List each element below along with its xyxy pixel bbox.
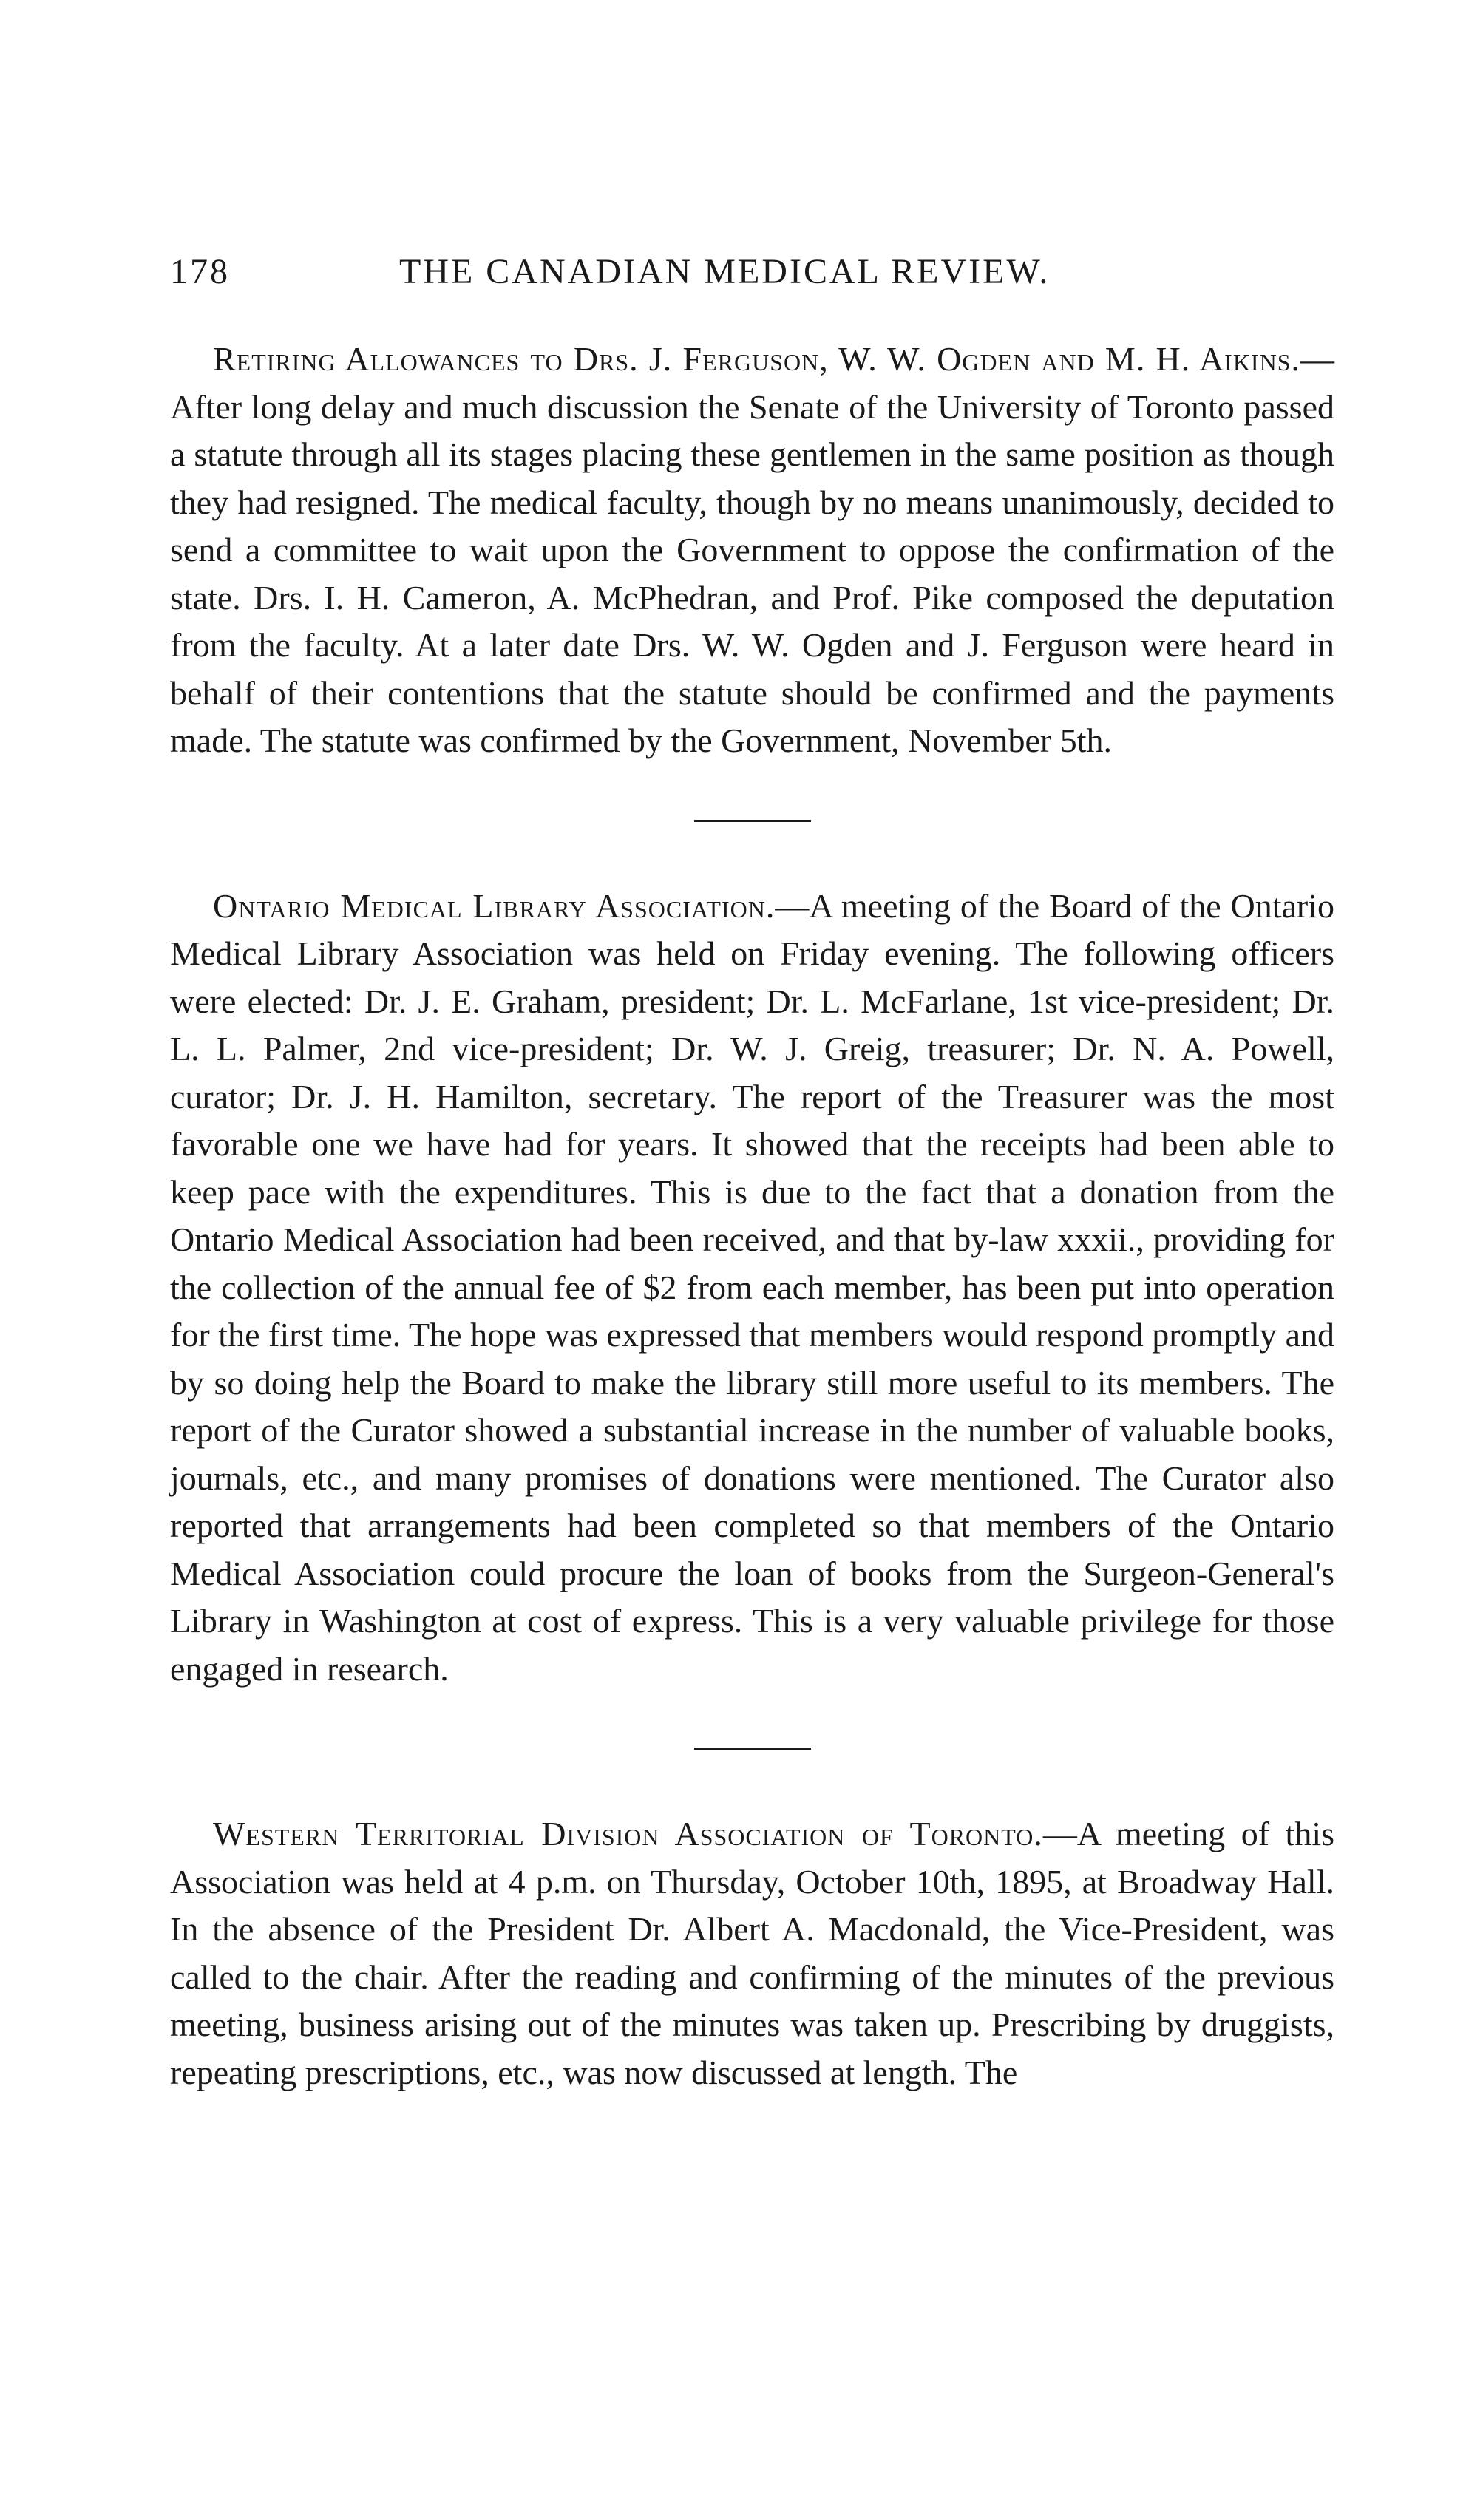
journal-title: THE CANADIAN MEDICAL REVIEW. bbox=[399, 252, 1051, 291]
article-western-division bbox=[170, 1810, 1334, 2096]
page-number: 178 bbox=[170, 252, 230, 291]
article-heading: Retiring Allowances to Drs. J. Ferguson, W. W. Ogden and M. H. Aikins. bbox=[213, 340, 1300, 378]
article-body: —After long delay and much discussion the Senate of the University of Toronto passed a statute through all its stages placing these gentlemen in the same position as though they had resigned. The medical faculty, though by no means unanimously, decided to send a committee to wait upon the Government to oppose the confirmation of the state. Drs. I. H. Cameron, A. McPhedran, and Prof. Pike composed the deputation from the faculty. At a later date Drs. W. W. Ogden and J. Ferguson were heard in behalf of their contentions that the statute should be confirmed and the payments made. The statute was confirmed by the Government, November 5th. bbox=[170, 340, 1334, 759]
document-page bbox=[170, 251, 1334, 2096]
section-divider bbox=[694, 1748, 811, 1750]
article-library-association bbox=[170, 883, 1334, 1694]
article-body: —A meeting of the Board of the Ontario Medical Library Association was held on Friday evening. The following officers were elected: Dr. J. E. Graham, president; Dr. L. McFarlane, 1st vice-president; Dr. L. L. Palmer, 2nd vice-president; Dr. W. J. Greig, treasurer; Dr. N. A. Powell, curator; Dr. J. H. Hamilton, secretary. The report of the Treasurer was the most favorable one we have had for years. It showed that the receipts had been able to keep pace with the expenditures. This is due to the fact that a donation from the Ontario Medical Association had been received, and that by-law xxxii., providing for the collection of the annual fee of $2 from each member, has been put into operation for the first time. The hope was expressed that members would respond promptly and by so doing help the Board to make the library still more useful to its members. The report of the Curator showed a substantial increase in the number of valuable books, journals, etc., and many promises of donations were mentioned. The Curator also reported that arrangements had been completed so that members of the Ontario Medical Association could procure the loan of books from the Surgeon-General's Library in Washington at cost of express. This is a very valuable privilege for those engaged in research. bbox=[170, 886, 1334, 1688]
article-retiring-allowances bbox=[170, 336, 1334, 765]
running-head bbox=[170, 251, 1334, 310]
section-divider bbox=[694, 820, 811, 822]
article-heading: Western Territorial Division Association of Toronto. bbox=[213, 1815, 1043, 1852]
article-body: —A meeting of this Association was held at 4 p.m. on Thursday, October 10th, 1895, at Broadway Hall. In the absence of the President Dr. Albert A. Macdonald, the Vice-President, was called to the chair. After the reading and confirming of the minutes of the previous meeting, business arising out of the minutes was taken up. Prescribing by druggists, repeating prescriptions, etc., was now discussed at length. The bbox=[170, 1815, 1334, 2091]
article-heading: Ontario Medical Library Association. bbox=[213, 886, 776, 925]
